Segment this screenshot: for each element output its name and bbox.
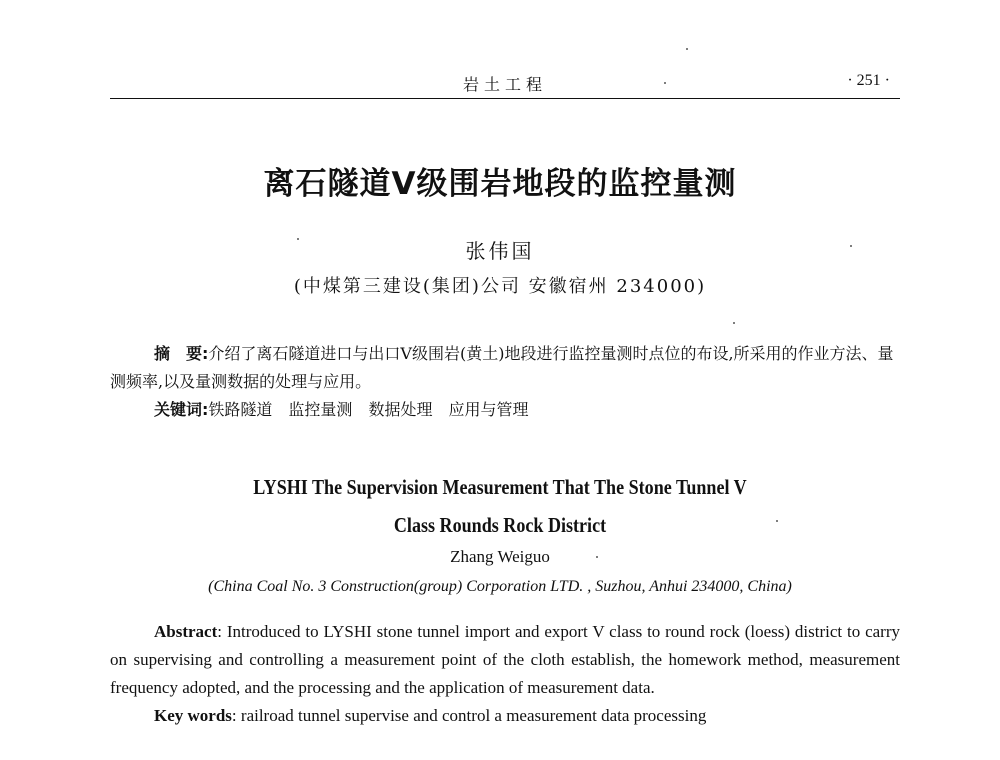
journal-name: 岩土工程 <box>462 75 547 94</box>
title-english <box>70 468 930 544</box>
title-english-line2: Class Rounds Rock District <box>393 513 607 537</box>
keyword-item: 数据处理 <box>368 400 433 419</box>
running-header <box>110 66 900 99</box>
keywords-english-label: Key words <box>154 706 232 725</box>
scan-speck <box>733 322 735 324</box>
keywords-english-text: railroad tunnel supervise and control a measurement data processing <box>240 706 707 725</box>
keyword-item: 应用与管理 <box>448 400 529 419</box>
keywords-english <box>110 702 900 730</box>
abstract-chinese-label: 摘 要: <box>154 344 209 363</box>
abstract-english-label: Abstract <box>154 622 218 641</box>
abstract-english <box>110 618 900 702</box>
keyword-item: 铁路隧道 <box>208 400 273 419</box>
keywords-english-separator: : <box>231 706 241 725</box>
scan-speck <box>686 48 688 50</box>
author-english: Zhang Weiguo <box>450 547 550 566</box>
scan-speck <box>776 520 778 522</box>
abstract-english-text: Introduced to LYSHI stone tunnel import and export V class to round rock (loess) district to carry on supervising and controlling a measurement point of the cloth establish, the homework method, measurement frequency adopted, and the processing and the application of measurement data. <box>110 622 900 697</box>
page-number: · 251 · <box>847 72 890 89</box>
title-english-line1: LYSHI The Supervision Measurement That The Stone Tunnel V <box>253 475 747 499</box>
affiliation-chinese: (中煤第三建设(集团)公司 安徽宿州 234000) <box>293 276 707 297</box>
keywords-chinese-label: 关键词: <box>154 400 209 419</box>
keyword-item: 监控量测 <box>288 400 353 419</box>
abstract-chinese-section <box>110 340 900 424</box>
abstract-english-separator: : <box>217 622 227 641</box>
abstract-chinese-text: 介绍了离石隧道进口与出口Ⅴ级围岩(黄土)地段进行监控量测时点位的布设,所采用的作业方法、量测频率,以及量测数据的处理与应用。 <box>110 344 894 391</box>
keywords-chinese <box>110 396 900 424</box>
abstract-chinese <box>110 340 900 396</box>
scan-speck <box>850 245 852 247</box>
title-chinese: 离石隧道Ⅴ级围岩地段的监控量测 <box>263 166 737 202</box>
scan-speck <box>596 556 598 558</box>
scan-speck <box>297 238 299 240</box>
abstract-english-section <box>110 618 900 730</box>
author-chinese: 张伟国 <box>465 239 535 263</box>
scan-speck <box>664 82 666 84</box>
affiliation-english: (China Coal No. 3 Construction(group) Corporation LTD. , Suzhou, Anhui 234000, China) <box>208 578 792 595</box>
